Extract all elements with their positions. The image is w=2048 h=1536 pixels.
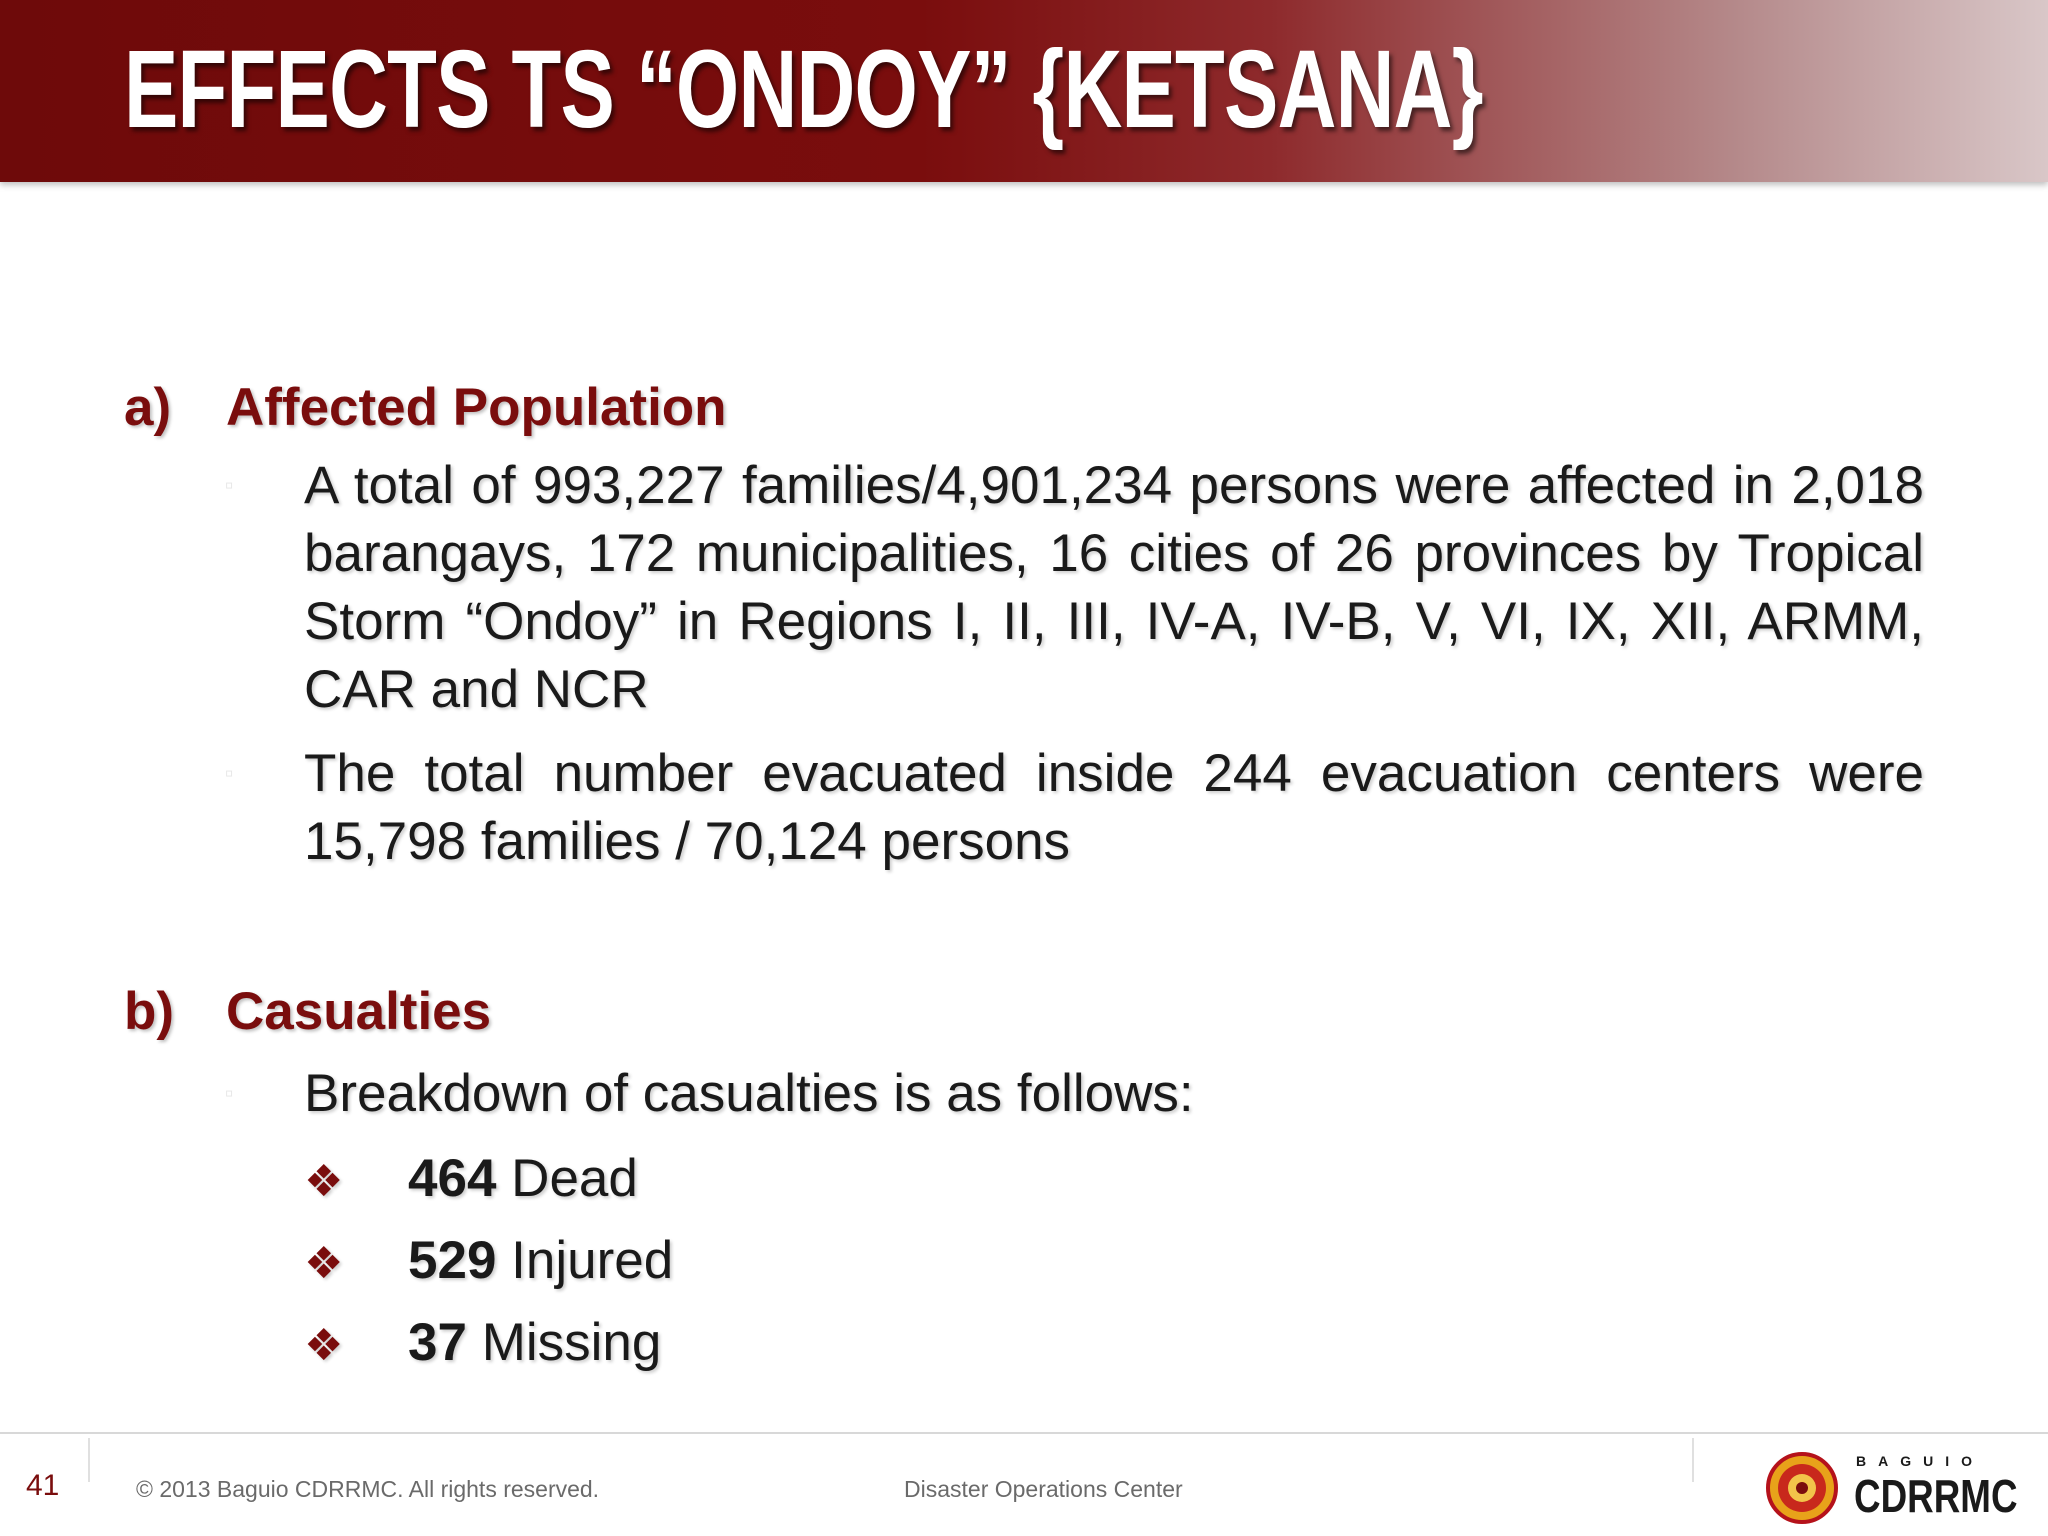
footer-center-text: Disaster Operations Center [904,1476,1183,1502]
footer-divider [0,1432,2048,1434]
casualty-label: Dead [511,1149,638,1208]
casualty-count: 529 [408,1231,497,1290]
diamond-icon: ❖ [304,1239,344,1288]
section-heading-casualties [124,980,491,1044]
casualty-count: 37 [408,1313,467,1372]
section-title: Casualties [226,982,492,1041]
footer-divider [88,1438,90,1482]
faint-bullet-icon: ▫ [225,1080,234,1107]
section-heading-affected-population [124,376,727,440]
footer-divider [1692,1438,1694,1482]
faint-bullet-icon: ▫ [225,760,234,787]
page-number: 41 [26,1469,60,1502]
cdrrmc-seal-icon [1766,1452,1838,1524]
list-item [304,1220,673,1302]
evacuation-paragraph: The total number evacuated inside 244 evacuation centers were 15,798 families / 70,124 persons [304,744,1924,871]
casualties-intro: Breakdown of casualties is as follows: [304,1064,1194,1123]
casualty-label: Injured [511,1231,674,1290]
section-letter: b) [124,982,175,1041]
casualty-count: 464 [408,1149,497,1208]
list-item [304,1138,638,1220]
casualty-label: Missing [481,1313,662,1372]
copyright-text: © 2013 Baguio CDRRMC. All rights reserved. [136,1476,600,1502]
diamond-icon: ❖ [304,1321,344,1370]
diamond-icon: ❖ [304,1157,344,1206]
list-item [304,1302,661,1384]
logo-top-text: BAGUIO [1856,1453,1984,1469]
affected-population-paragraph: A total of 993,227 families/4,901,234 persons were affected in 2,018 barangays, 172 municipalities, 16 cities of 26 provinces by Tropical Storm “Ondoy” in Regions I, II, III, IV-A, IV-B, V, VI, IX, XII, ARMM, CAR and NCR [304,456,1924,719]
faint-bullet-icon: ▫ [225,472,234,499]
slide-title: EFFECTS TS “ONDOY” {KETSANA} [124,28,1483,151]
title-banner [0,0,2048,182]
section-title: Affected Population [226,378,727,437]
logo-main-text: CDRRMC [1854,1470,2018,1522]
section-letter: a) [124,378,172,437]
